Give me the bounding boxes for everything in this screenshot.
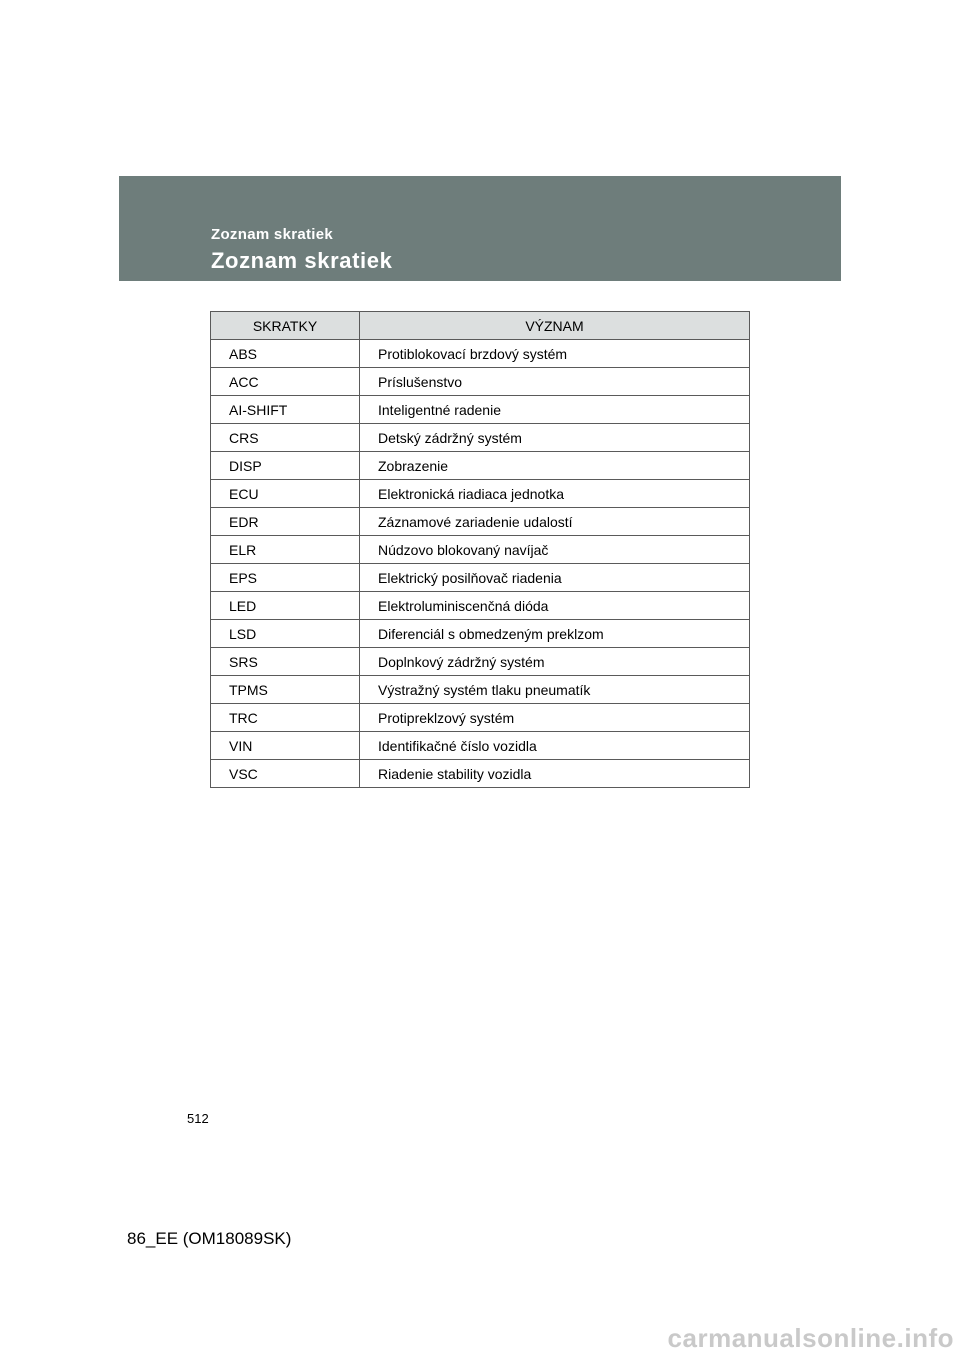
table-row [211, 704, 750, 732]
abbreviation-cell: LED [211, 592, 360, 620]
meaning-cell: Doplnkový zádržný systém [360, 648, 750, 676]
section-header [119, 176, 841, 281]
page-number: 512 [187, 1111, 209, 1126]
abbreviations-table [210, 311, 750, 788]
meaning-cell: Elektronická riadiaca jednotka [360, 480, 750, 508]
table-row [211, 732, 750, 760]
abbreviation-cell: ACC [211, 368, 360, 396]
meaning-cell: Detský zádržný systém [360, 424, 750, 452]
abbreviation-cell: SRS [211, 648, 360, 676]
meaning-cell: Identifikačné číslo vozidla [360, 732, 750, 760]
table-row [211, 508, 750, 536]
abbreviation-cell: EPS [211, 564, 360, 592]
abbreviation-cell: EDR [211, 508, 360, 536]
abbreviation-cell: DISP [211, 452, 360, 480]
meaning-cell: Protiblokovací brzdový systém [360, 340, 750, 368]
table-row [211, 592, 750, 620]
abbreviation-cell: VIN [211, 732, 360, 760]
table-row [211, 564, 750, 592]
abbreviation-cell: TPMS [211, 676, 360, 704]
abbreviation-cell: LSD [211, 620, 360, 648]
abbreviation-cell: AI-SHIFT [211, 396, 360, 424]
meaning-cell: Príslušenstvo [360, 368, 750, 396]
meaning-cell: Riadenie stability vozidla [360, 760, 750, 788]
table-row [211, 536, 750, 564]
column-header-abbreviations: SKRATKY [211, 312, 360, 340]
column-header-meaning: VÝZNAM [360, 312, 750, 340]
abbreviation-cell: ABS [211, 340, 360, 368]
table-row [211, 396, 750, 424]
abbreviation-cell: CRS [211, 424, 360, 452]
table-row [211, 368, 750, 396]
meaning-cell: Elektrický posilňovač riadenia [360, 564, 750, 592]
table-row [211, 620, 750, 648]
abbreviation-cell: VSC [211, 760, 360, 788]
meaning-cell: Protipreklzový systém [360, 704, 750, 732]
abbreviation-cell: ELR [211, 536, 360, 564]
meaning-cell: Inteligentné radenie [360, 396, 750, 424]
table-header-row [211, 312, 750, 340]
watermark: carmanualsonline.info [667, 1323, 954, 1353]
table-row [211, 452, 750, 480]
table-row [211, 424, 750, 452]
table-row [211, 648, 750, 676]
meaning-cell: Núdzovo blokovaný navíjač [360, 536, 750, 564]
meaning-cell: Elektroluminiscenčná dióda [360, 592, 750, 620]
abbreviation-cell: ECU [211, 480, 360, 508]
table-row [211, 760, 750, 788]
meaning-cell: Zobrazenie [360, 452, 750, 480]
table-row [211, 676, 750, 704]
abbreviation-cell: TRC [211, 704, 360, 732]
meaning-cell: Záznamové zariadenie udalostí [360, 508, 750, 536]
document-code: 86_EE (OM18089SK) [127, 1229, 292, 1248]
section-title: Zoznam skratiek [211, 248, 393, 273]
section-subtitle: Zoznam skratiek [211, 226, 334, 243]
meaning-cell: Výstražný systém tlaku pneumatík [360, 676, 750, 704]
table-row [211, 480, 750, 508]
meaning-cell: Diferenciál s obmedzeným preklzom [360, 620, 750, 648]
table-row [211, 340, 750, 368]
